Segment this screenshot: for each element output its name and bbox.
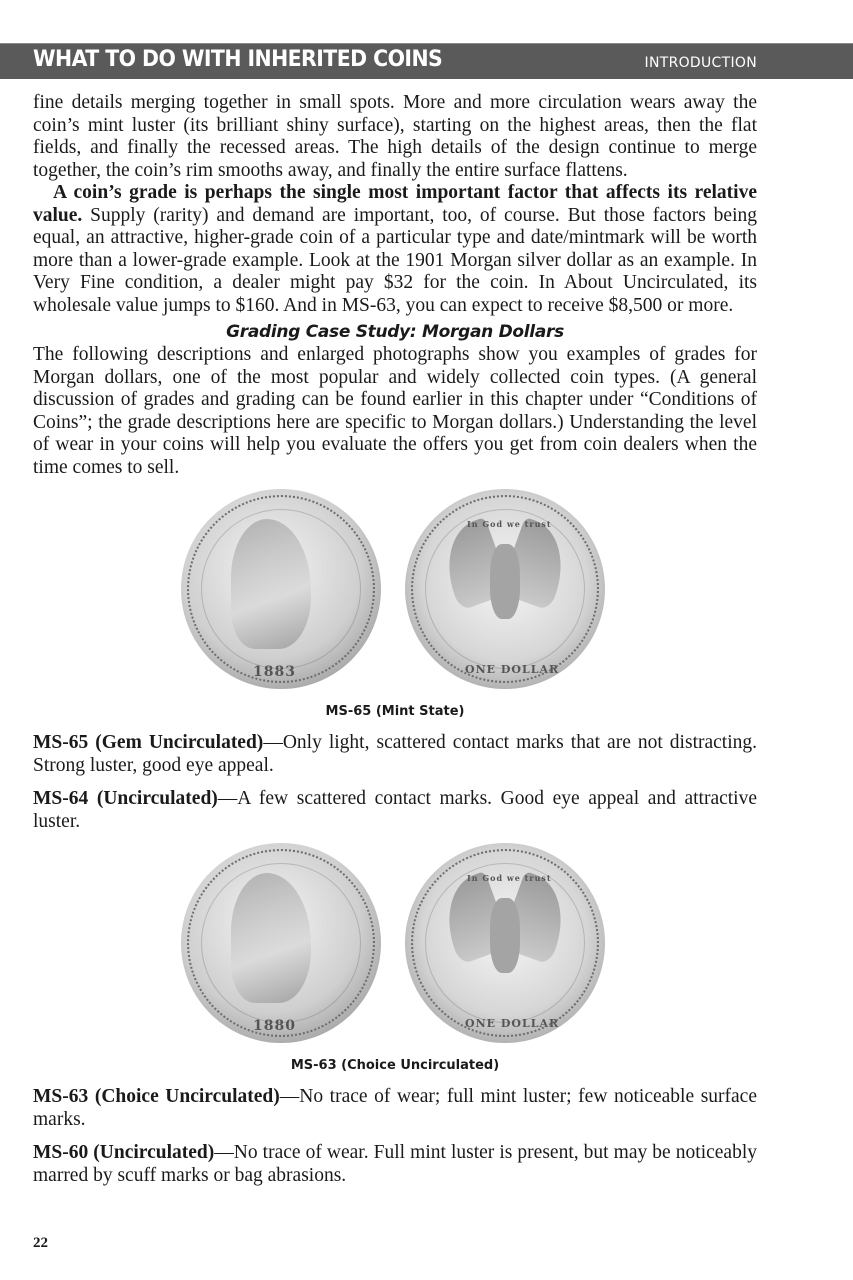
eagle-icon bbox=[445, 524, 565, 624]
coin-date: 1880 bbox=[253, 1018, 296, 1034]
section-heading: Grading Case Study: Morgan Dollars bbox=[226, 322, 564, 342]
coin-date: 1883 bbox=[253, 664, 296, 680]
grade-entry bbox=[33, 1086, 757, 1131]
grade-term: MS-64 (Uncirculated) bbox=[33, 788, 218, 809]
figure-caption: MS-63 (Choice Uncirculated) bbox=[290, 1058, 500, 1073]
coin-figure-ms63 bbox=[33, 843, 757, 1057]
grade-entry bbox=[33, 732, 757, 777]
coin-motto: In God we trust bbox=[467, 873, 552, 883]
coin-denomination: ONE DOLLAR bbox=[465, 663, 560, 676]
coin-figure-ms65 bbox=[33, 489, 757, 703]
emphasis-text: A coin’s grade is perhaps the single most important factor that affects its relative value. bbox=[33, 182, 757, 226]
grade-term: MS-65 (Gem Uncirculated) bbox=[33, 732, 264, 753]
grade-entry bbox=[33, 788, 757, 833]
paragraph-text: Supply (rarity) and demand are important, too, of course. But those factors being equal, an attractive, higher-grade coin of a particular type and date/mintmark will be worth more than a lower-grade example. Look at the 1901 Morgan silver dollar as an example. In Very Fine condition, a dealer might pay $32 for the coin. In About Uncirculated, its wholesale value jumps to $160. And in MS-63, you can expect to receive $8,500 or more. bbox=[33, 204, 757, 316]
paragraph-wear: fine details merging together in small spots. More and more circulation wears away the coin’s mint luster (its brilliant shiny surface), starting on the highest areas, then the flat fields, and finally the recessed areas. The high details of the design continue to merge together, the coin’s rim smooths away, and finally the entire surface flattens. bbox=[33, 92, 757, 181]
coin-field bbox=[201, 863, 361, 1023]
coin-field bbox=[425, 863, 585, 1023]
coin-obverse-image bbox=[181, 489, 381, 689]
page-body bbox=[33, 92, 757, 1187]
paragraph-grade-importance bbox=[33, 182, 757, 317]
grade-term: MS-60 (Uncirculated) bbox=[33, 1142, 215, 1163]
coin-denomination: ONE DOLLAR bbox=[465, 1017, 560, 1030]
coin-obverse-image bbox=[181, 843, 381, 1043]
liberty-head-icon bbox=[231, 873, 311, 1003]
coin-field bbox=[425, 509, 585, 669]
chapter-title: WHAT TO DO WITH INHERITED COINS bbox=[33, 47, 443, 72]
section-label: INTRODUCTION bbox=[644, 55, 757, 71]
coin-motto: In God we trust bbox=[467, 519, 552, 529]
figure-caption: MS-65 (Mint State) bbox=[325, 704, 465, 719]
coin-field bbox=[201, 509, 361, 669]
running-header bbox=[0, 43, 853, 79]
grade-term: MS-63 (Choice Uncirculated) bbox=[33, 1086, 280, 1107]
coin-reverse-image bbox=[405, 843, 605, 1043]
grade-description: —A few scattered contact marks. Good eye appeal and attractive luster. bbox=[33, 788, 757, 832]
coin-reverse-image bbox=[405, 489, 605, 689]
eagle-icon bbox=[445, 878, 565, 978]
grade-description: —No trace of wear. Full mint luster is present, but may be noticeably marred by scuff marks or bag abrasions. bbox=[33, 1142, 757, 1186]
grade-description: —No trace of wear; full mint luster; few noticeable surface marks. bbox=[33, 1086, 757, 1130]
page-number: 22 bbox=[33, 1235, 48, 1251]
grade-description: —Only light, scattered contact marks that are not distracting. Strong luster, good eye appeal. bbox=[33, 732, 757, 776]
paragraph-case-study-intro: The following descriptions and enlarged photographs show you examples of grades for Morgan dollars, one of the most popular and widely collected coin types. (A general discussion of grades and grading can be found earlier in this chapter under “Conditions of Coins”; the grade descriptions here are specific to Morgan dollars.) Understanding the level of wear in your coins will help you evaluate the offers you get from coin dealers when the time comes to sell. bbox=[33, 344, 757, 478]
liberty-head-icon bbox=[231, 519, 311, 649]
grade-entry bbox=[33, 1142, 757, 1187]
